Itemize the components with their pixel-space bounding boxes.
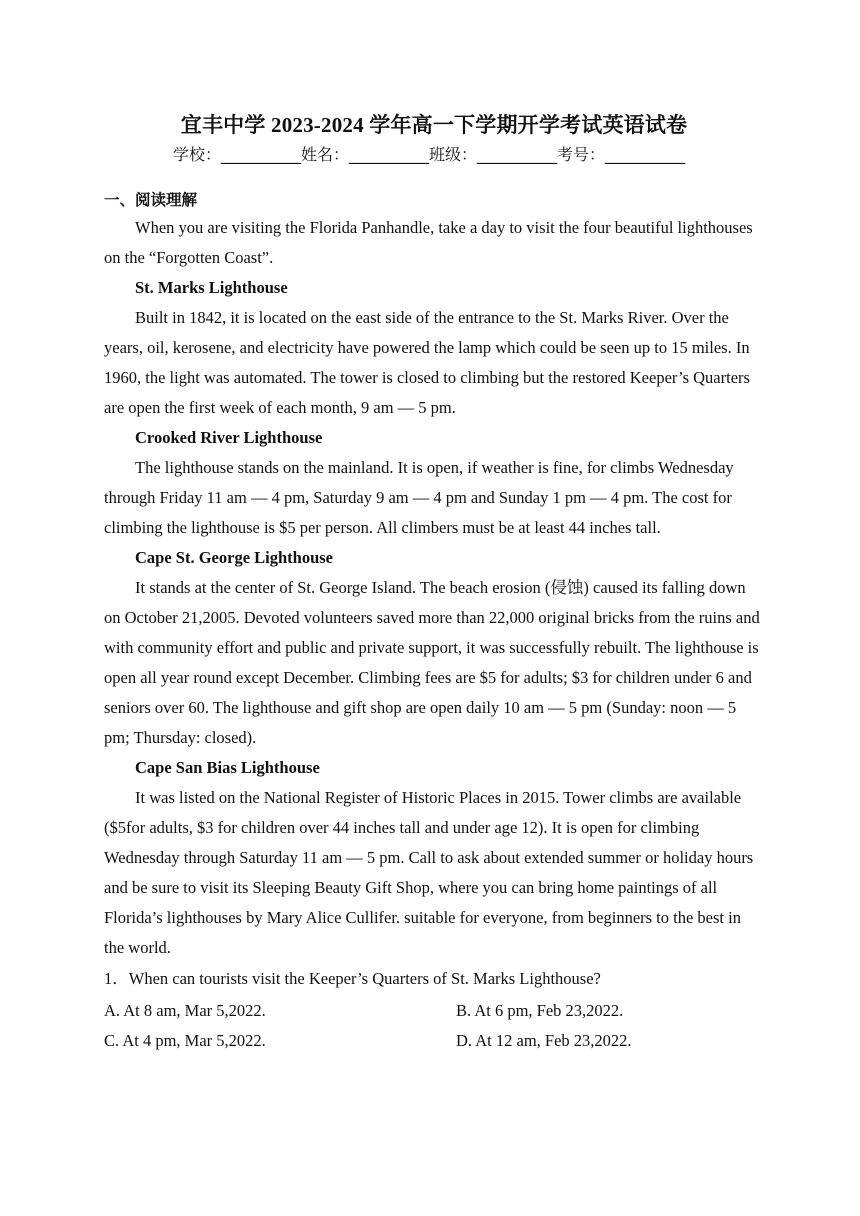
question-number: 1． [104, 969, 129, 988]
lighthouse-cape-st-george [104, 543, 764, 753]
lighthouse-description: It stands at the center of St. George Island. The beach erosion (侵蚀) caused its falling down on October 21,2005. Devoted volunteers saved more than 22,000 original bricks from the ruins and with community effort and public and private support, it was successfully rebuilt. The lighthouse is open all year round except December. Climbing fees are $5 for adults; $3 for children under 6 and seniors over 60. The lighthouse and gift shop are open daily 10 am — 5 pm (Sunday: noon — 5 pm; Thursday: closed). [104, 578, 760, 747]
lighthouse-st-marks [104, 273, 764, 423]
lighthouse-heading: St. Marks Lighthouse [135, 278, 288, 297]
passage-intro: When you are visiting the Florida Panhandle, take a day to visit the four beautiful lighthouses on the “Forgotten Coast”. [104, 218, 753, 267]
answer-options [104, 996, 764, 1056]
exam-title: 宜丰中学 2023-2024 学年高一下学期开学考试英语试卷 [180, 113, 688, 137]
option-b: B. At 6 pm, Feb 23,2022. [456, 1001, 624, 1020]
student-info-line: 学校：__________姓名：__________班级：__________考号：__________ [172, 145, 685, 164]
question-1 [104, 963, 764, 994]
exam-page [104, 108, 764, 1056]
option-a: A. At 8 am, Mar 5,2022. [104, 1001, 266, 1020]
section-heading: 一、阅读理解 [104, 191, 198, 209]
lighthouse-description: It was listed on the National Register of Historic Places in 2015. Tower climbs are available ($5for adults, $3 for children over 44 inches tall and under age 12). It is open for climbing Wednesday through Saturday 11 am — 5 pm. Call to ask about extended summer or holiday hours and be sure to visit its Sleeping Beauty Gift Shop, where you can bring home paintings of all Florida’s lighthouses by Mary Alice Cullifer. suitable for everyone, from beginners to the best in the world. [104, 788, 754, 957]
lighthouse-description: The lighthouse stands on the mainland. It is open, if weather is fine, for climbs Wednesday through Friday 11 am — 4 pm, Saturday 9 am — 4 pm and Sunday 1 pm — 4 pm. The cost for climbing the lighthouse is $5 per person. All climbers must be at least 44 inches tall. [104, 458, 734, 537]
lighthouse-heading: Cape San Bias Lighthouse [135, 758, 320, 777]
lighthouse-cape-san-bias [104, 753, 764, 963]
lighthouse-crooked-river [104, 423, 764, 543]
option-c: C. At 4 pm, Mar 5,2022. [104, 1031, 266, 1050]
option-d: D. At 12 am, Feb 23,2022. [456, 1031, 632, 1050]
lighthouse-heading: Crooked River Lighthouse [135, 428, 323, 447]
lighthouse-heading: Cape St. George Lighthouse [135, 548, 333, 567]
question-text: When can tourists visit the Keeper’s Quarters of St. Marks Lighthouse? [128, 969, 601, 988]
lighthouse-description: Built in 1842, it is located on the east side of the entrance to the St. Marks River. Over the years, oil, kerosene, and electricity have powered the lamp which could be seen up to 15 miles. In 1960, the light was automated. The tower is closed to climbing but the restored Keeper’s Quarters are open the first week of each month, 9 am — 5 pm. [104, 308, 750, 417]
